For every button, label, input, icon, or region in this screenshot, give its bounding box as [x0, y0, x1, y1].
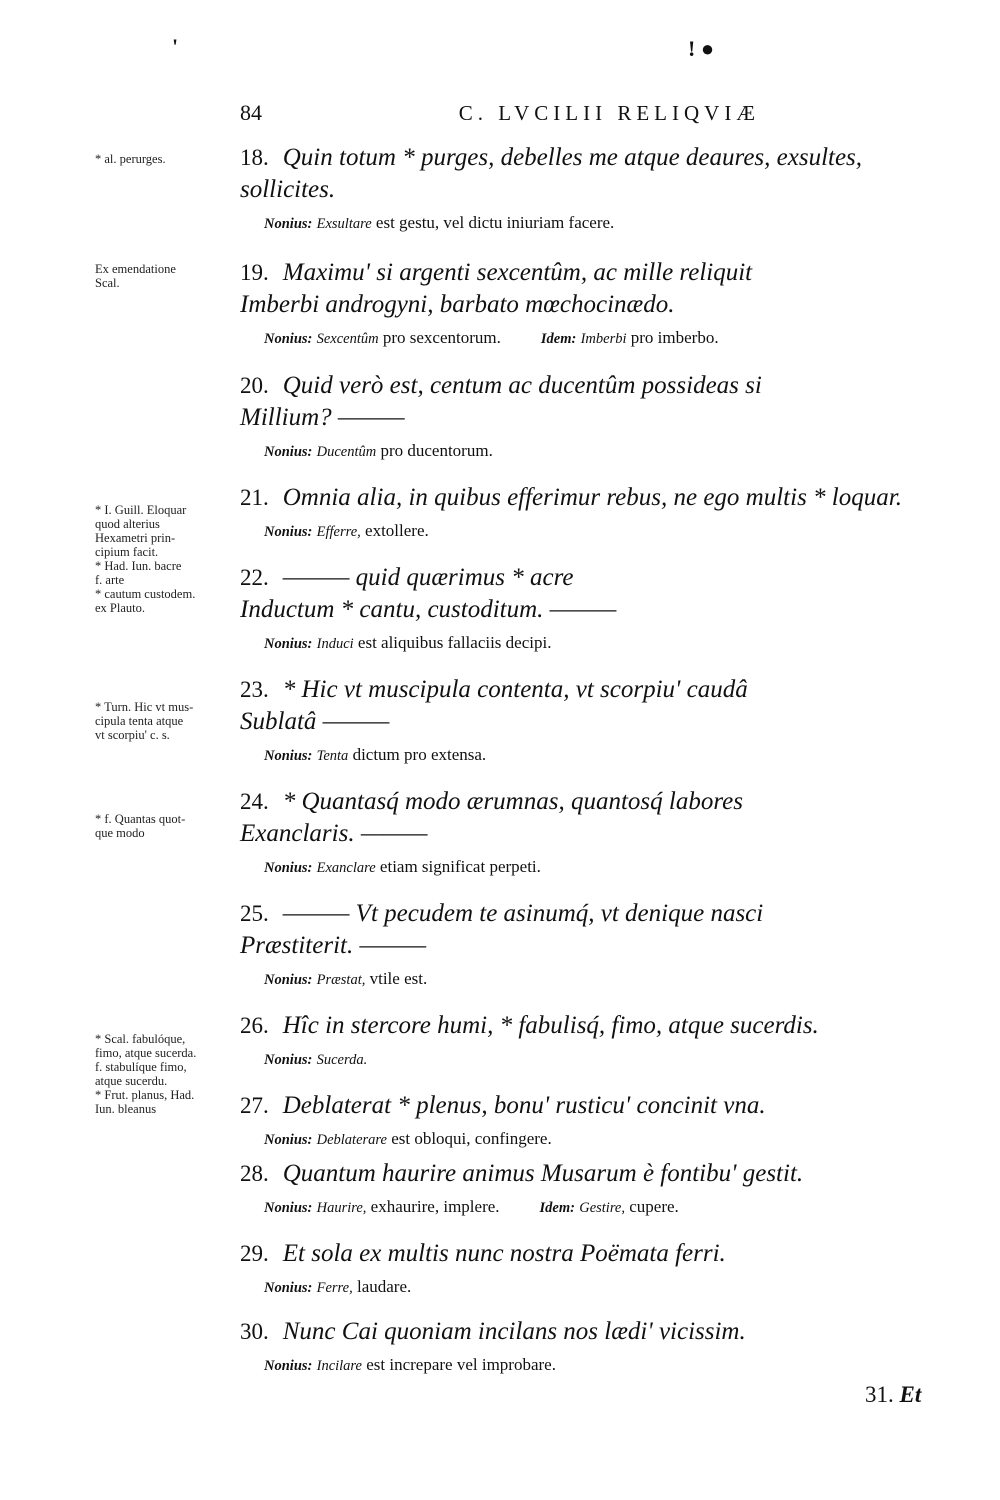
fragment-25 — [240, 898, 960, 991]
gloss-text: extollere. — [360, 521, 429, 540]
verse-line: Exanclaris. ——— — [240, 820, 428, 847]
note-line: f. stabulíque fimo, — [95, 1060, 187, 1074]
verse-line — [240, 1010, 960, 1042]
gloss-source: Nonius: — [264, 1280, 313, 1296]
page-header — [240, 100, 760, 126]
nonius-gloss — [264, 1196, 960, 1219]
fragment-19 — [240, 257, 960, 350]
gloss-word: Haurire, — [316, 1200, 367, 1216]
catchword — [865, 1382, 921, 1408]
fragment-number: 27. — [240, 1093, 269, 1118]
note-line: Scal. — [95, 276, 120, 290]
note-line: Iun. bleanus — [95, 1102, 157, 1116]
note-line: Ex emendatione — [95, 262, 176, 276]
verse-text: Deblaterat * plenus, bonu' rusticu' concinit vna. — [282, 1092, 766, 1119]
gloss-source: Idem: — [539, 1200, 575, 1216]
verse-line — [240, 1316, 960, 1348]
fragment-18 — [240, 142, 960, 235]
fragment-29 — [240, 1238, 960, 1299]
gloss-text: cupere. — [625, 1197, 679, 1216]
verse-text: Quin totum * purges, debelles me atque deaures, exsultes, — [282, 144, 863, 171]
gloss-source: Nonius: — [264, 972, 313, 988]
fragment-number: 28. — [240, 1161, 269, 1186]
fragment-number: 30. — [240, 1319, 269, 1344]
fragment-number: 25. — [240, 901, 269, 926]
note-line: * al. perurges. — [95, 152, 166, 166]
gloss-text: dictum pro extensa. — [348, 745, 487, 764]
margin-note-24 — [95, 812, 240, 840]
verse-text: Quid verò est, centum ac ducentûm possideas si — [282, 372, 762, 399]
gloss-word: Præstat, — [316, 972, 366, 988]
note-line: quod alterius — [95, 517, 160, 531]
top-left-mark: ' — [172, 34, 179, 59]
note-line: * cautum custodem. — [95, 587, 196, 601]
verse-line — [240, 674, 960, 706]
note-line: cipula tenta atque — [95, 714, 184, 728]
nonius-gloss — [264, 1048, 960, 1071]
catchword-number: 31. — [865, 1382, 894, 1407]
nonius-gloss — [264, 856, 960, 879]
nonius-gloss — [264, 212, 960, 235]
note-line: * Frut. planus, Had. — [95, 1088, 195, 1102]
fragment-number: 26. — [240, 1013, 269, 1038]
gloss-word: Ducentûm — [316, 444, 377, 460]
verse-text: Quantum haurire animus Musarum è fontibu' gestit. — [282, 1160, 804, 1187]
note-line: * I. Guill. Eloquar — [95, 503, 187, 517]
gloss-source: Nonius: — [264, 748, 313, 764]
verse-text: * Hic vt muscipula contenta, vt scorpiu' caudâ — [282, 676, 748, 703]
note-line: f. arte — [95, 573, 125, 587]
verse-line — [240, 1238, 960, 1270]
verse-line — [240, 562, 960, 594]
gloss-word: Induci — [316, 636, 354, 652]
note-line: ex Plauto. — [95, 601, 145, 615]
fragment-20 — [240, 370, 960, 463]
page-number: 84 — [240, 100, 262, 125]
verse-line — [240, 1090, 960, 1122]
verse-line — [240, 482, 960, 514]
gloss-source: Nonius: — [264, 1358, 313, 1374]
verse-text: * Quantasq́ modo ærumnas, quantosq́ labores — [282, 788, 743, 815]
fragment-22 — [240, 562, 960, 655]
verse-line: Imberbi androgyni, barbato mœchocinædo. — [240, 291, 675, 318]
gloss-source: Nonius: — [264, 216, 313, 232]
note-line: vt scorpiu' c. s. — [95, 728, 170, 742]
gloss-text: pro ducentorum. — [376, 441, 493, 460]
gloss-source: Nonius: — [264, 636, 313, 652]
gloss-source: Nonius: — [264, 1132, 313, 1148]
fragment-27 — [240, 1090, 960, 1151]
gloss-text: pro imberbo. — [626, 328, 719, 347]
verse-line: sollicites. — [240, 176, 336, 203]
verse-line — [240, 786, 960, 818]
fragment-28 — [240, 1158, 960, 1219]
verse-line: Inductum * cantu, custoditum. ——— — [240, 596, 617, 623]
margin-note-19 — [95, 262, 240, 290]
gloss-word: Exsultare — [316, 216, 372, 232]
gloss-text: est aliquibus fallaciis decipi. — [353, 633, 552, 652]
gloss-word: Imberbi — [580, 331, 627, 347]
gloss-word: Sexcentûm — [316, 331, 379, 347]
nonius-gloss — [264, 520, 960, 543]
verse-text: Et sola ex multis nunc nostra Poëmata ferri. — [282, 1240, 726, 1267]
verse-line — [240, 1158, 960, 1190]
margin-note-21 — [95, 503, 240, 615]
gloss-source: Nonius: — [264, 524, 313, 540]
nonius-gloss — [264, 744, 960, 767]
gloss-text: laudare. — [352, 1277, 412, 1296]
fragment-number: 19. — [240, 260, 269, 285]
fragment-number: 29. — [240, 1241, 269, 1266]
verse-text: ——— Vt pecudem te asinumq́, vt denique nasci — [282, 900, 764, 927]
note-line: atque sucerdu. — [95, 1074, 168, 1088]
gloss-text: exhaurire, implere. — [366, 1197, 500, 1216]
gloss-text: pro sexcentorum. — [378, 328, 501, 347]
gloss-source: Nonius: — [264, 1052, 313, 1068]
nonius-gloss — [264, 968, 960, 991]
gloss-word: Incilare — [316, 1358, 362, 1374]
margin-note-26 — [95, 1032, 240, 1116]
fragment-26 — [240, 1010, 960, 1071]
fragment-number: 23. — [240, 677, 269, 702]
gloss-text: est obloqui, confingere. — [386, 1129, 552, 1148]
fragment-number: 22. — [240, 565, 269, 590]
fragment-23 — [240, 674, 960, 767]
verse-line: Sublatâ ——— — [240, 708, 390, 735]
margin-note-18 — [95, 152, 240, 166]
fragment-number: 21. — [240, 485, 269, 510]
verse-line — [240, 898, 960, 930]
verse-line — [240, 370, 960, 402]
fragment-number: 18. — [240, 145, 269, 170]
note-line: * f. Quantas quot- — [95, 812, 186, 826]
verse-text: Nunc Cai quoniam incilans nos lædi' vicissim. — [282, 1318, 746, 1345]
top-right-mark: ! ● — [688, 36, 715, 61]
fragment-30 — [240, 1316, 960, 1377]
gloss-word: Sucerda. — [316, 1052, 368, 1068]
note-line: * Had. Iun. bacre — [95, 559, 182, 573]
gloss-source: Idem: — [540, 331, 577, 347]
note-line: * Turn. Hic vt mus- — [95, 700, 194, 714]
gloss-text: etiam significat perpeti. — [375, 857, 541, 876]
fragment-24 — [240, 786, 960, 879]
verse-text: Hîc in stercore humi, * fabulisq́, fimo, atque sucerdis. — [282, 1012, 819, 1039]
gloss-source: Nonius: — [264, 1200, 313, 1216]
fragment-21 — [240, 482, 960, 543]
nonius-gloss — [264, 327, 960, 350]
nonius-gloss — [264, 440, 960, 463]
gloss-word: Exanclare — [316, 860, 376, 876]
gloss-source: Nonius: — [264, 860, 313, 876]
nonius-gloss — [264, 1354, 960, 1377]
verse-line — [240, 142, 960, 174]
gloss-source: Nonius: — [264, 331, 313, 347]
note-line: cipium facit. — [95, 545, 159, 559]
note-line: * Scal. fabulóque, — [95, 1032, 186, 1046]
gloss-word: Tenta — [316, 748, 349, 764]
gloss-word: Ferre, — [316, 1280, 353, 1296]
fragment-number: 24. — [240, 789, 269, 814]
nonius-gloss — [264, 632, 960, 655]
running-title: C. LVCILII RELIQVIÆ — [458, 101, 760, 125]
nonius-gloss — [264, 1276, 960, 1299]
gloss-text: vtile est. — [365, 969, 428, 988]
nonius-gloss — [264, 1128, 960, 1151]
margin-note-23 — [95, 700, 240, 742]
gloss-word: Gestire, — [579, 1200, 625, 1216]
gloss-text: est gestu, vel dictu iniuriam facere. — [371, 213, 615, 232]
note-line: Hexametri prin- — [95, 531, 176, 545]
verse-text: Maximu' si argenti sexcentûm, ac mille reliquit — [282, 259, 753, 286]
gloss-word: Deblaterare — [316, 1132, 387, 1148]
verse-line — [240, 257, 960, 289]
verse-line: Millium? ——— — [240, 404, 405, 431]
verse-text: ——— quid quærimus * acre — [282, 564, 574, 591]
verse-text: Omnia alia, in quibus efferimur rebus, ne ego multis * loquar. — [282, 484, 902, 511]
gloss-source: Nonius: — [264, 444, 313, 460]
note-line: que modo — [95, 826, 145, 840]
verse-line: Præstiterit. ——— — [240, 932, 427, 959]
catchword-text: Et — [899, 1382, 922, 1407]
gloss-word: Efferre, — [316, 524, 361, 540]
fragment-number: 20. — [240, 373, 269, 398]
gloss-text: est increpare vel improbare. — [361, 1355, 556, 1374]
note-line: fimo, atque sucerda. — [95, 1046, 197, 1060]
